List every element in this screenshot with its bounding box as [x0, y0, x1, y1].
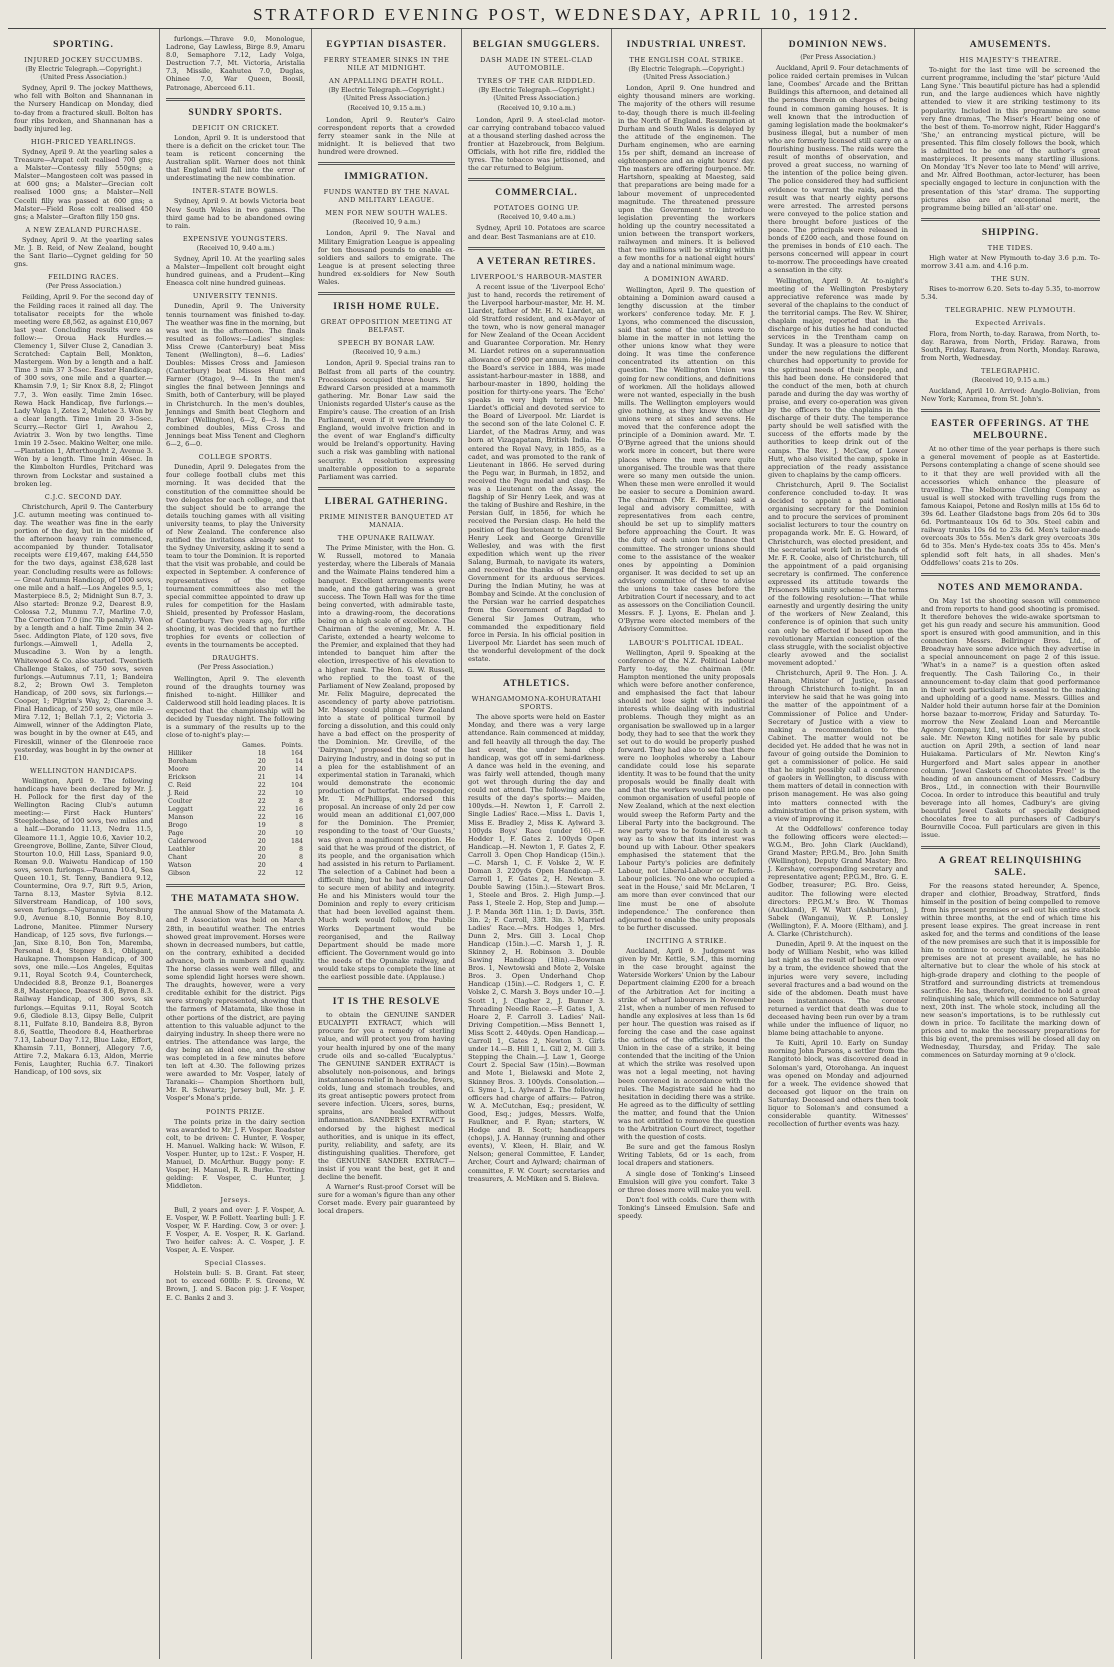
- sub-headline: EXPENSIVE YOUNGSTERS.: [182, 234, 289, 243]
- section-divider: [166, 98, 305, 101]
- sub-headline: Jerseys.: [220, 1195, 251, 1204]
- article-paragraph: At the Oddfellows' conference today the following officers were elected:—W.G.M., Bro. John Clark (Auckland), Grand Master; P.P.G.M., Bro. John Smith (Wellington), Deputy Grand Master; Bro. J. Kershaw, corresponding secretary and representative agent; P.P.G.M., Bro. G. E. Godber, treasurer; P.G. Bro. Geiss, auditor. The following were elected directors: P.P.G.M.'s Bro. W. Thomas (Auckland), F. W. Watt (Ashburton), J. Sabek (Wanganui), W. P. Lonsley (Wellington), F. A. Moore (Eltham), and J. A. Clarke (Christchurch).: [768, 824, 908, 939]
- sub-headline: POINTS PRIZE.: [205, 1107, 266, 1116]
- section-headline: IRISH HOME RULE.: [333, 302, 440, 313]
- article-paragraph: Wellington, April 9. The following handicaps have been declared by Mr. J. H. Pollock for the first day of the Wellington Racing Club's autumn meeting:— First Hack Hunters' Steeplechase, of 100 sovs, two miles and a half.—Dorando 11.13, Nedra 11.5, Gleamore 11.1, Aggie 10.6, Xavier 10.2, Greengrove, Bolline, Zante, Silver Cloud, Stourton 10.0, Hill Lass, Spaniard 9.0, Roman 9.0. Waiwetu Handicap of 150 sovs, seven furlongs.—Paunna 10.4, Sea Queen 10.1, St. Tenny, Bandiera 9.12, Countermine, Ora 9.7, Rift 9.5, Arion, Tarna 8.13, Master Sylvia 8.12. Silverstream Handicap, of 100 sovs, seven furlongs.—Nguranuu, Petersburg 9.0, Avenue 8.10, Bonnie Boy 8.10, Ladrone, Manitee. Plimmer Nursery Handicap, of 125 sovs, five furlongs.—Jan, Sixe 8.10, Bon Ton, Maremba, Personal 8.4, Stepney 8.1, Obligant, Haukapne. Thompson Handicap, of 300 sovs, one mile.—Los Angeles, Equitas 9.11, Royal Scotch 9.4, Countercheck, Undecided 8.8, Bronze 9.1, Boanerges 8.8, Masterpiece, Dearest 8.6, Byron 8.3. Railway Handicap, of 300 sovs, six furlongs.—Equitas 9.11, Royal Scotch 9.6, Glediole 8.13, Gipsy Belle, Culprit 8.11, Fulfate 8.10, Bandeira 8.8, Byron 8.6, Seattle, Theodore 8.4, Heatherbrae 7.13, Labour Day 7.12, Blue Lake, Effort, Khamsin 7.11, Bonnerj, Allegory 7.6, Attire 7.2, Makara 6.13, Aldon, Merrie Fenis, Laughter, Ruchia 6.7. Tinakori Handicap, of 100 sovs, six: [14, 776, 153, 1077]
- sub-headline: DEFICIT ON CRICKET.: [191, 123, 280, 132]
- sub-headline: PRIME MINISTER BANQUETED AT MANAIA.: [319, 512, 454, 529]
- section-headline: IMMIGRATION.: [344, 172, 429, 183]
- table-cell: 10: [294, 830, 303, 838]
- sub-headline: TELEGRAPHIC. NEW PLYMOUTH.: [945, 306, 1076, 315]
- article-paragraph: Auckland, April 10. Arrived: Anglo-Bolivian, from New York; Karamea, from St. John's.: [921, 387, 1100, 404]
- sub-headline: SPEECH BY BONAR LAW.: [337, 339, 436, 348]
- table-cell: Hilliker: [168, 750, 193, 758]
- dateline-source: (Per Press Association.): [197, 664, 274, 672]
- table-row: [166, 814, 305, 822]
- article-paragraph: On May 1st the shooting season will commence and from reports to hand good shooting is promised. It therefore behoves the wide-awake sportsman to get his gun ready and secure his ammunition. Good sport is ensured with good ammunition, and in this connection Messrs. Bellringer Bros. Ltd., of Broadway have some advice which they advertise in a special announcement on page 2 of this issue. 'What's in a name?' is a question often asked frequently. The Cash Tailoring Co., in their announcement to-day claim that good performance in their work particularly is essential to the making and upholding of a good name. Messrs. Gillies and Nalder hold their autumn horse fair at the Dominion horse bazaar to-morrow, Friday and Saturday. To-morrow the New Zealand Loan and Mercantile Agency Company, Ltd., will hold their Hawera stock sale. Mr. Newton King notifies for sale by public auction on April 29th, a section of land near Huiakama. Particulars of Mr. Newton King's Hurgerford and Mart sales appear in another column. 'Jewel Caskets of Chocolates Free!' is the heading of an announcement of Messrs. Cadbury Bros., Ltd., in connection with their Bournville Cocoa. In order to introduce this beautiful and truly beverage into all homes, Cadbury's are giving beautiful Jewel Caskets of specially designed chocolates free to all purchasers of Cadbury's Bournville Cocoa. Full particulars are given in this issue.: [921, 596, 1100, 840]
- sub-headline: A DOMINION AWARD.: [644, 275, 729, 284]
- sub-headline: INJURED JOCKEY SUCCUMBS.: [24, 56, 143, 64]
- section-headline: A GREAT RELINQUISHING SALE.: [938, 855, 1083, 878]
- table-cell: Coulter: [168, 798, 192, 806]
- table-header-cell: Points.: [281, 742, 303, 750]
- table-cell: 14: [294, 774, 303, 782]
- section-headline: SUNDRY SPORTS.: [188, 107, 283, 118]
- sub-headline: TELEGRAPHIC.: [980, 366, 1041, 375]
- dateline-source: (By Electric Telegraph.—Copyright.) (United Press Association.): [478, 87, 595, 103]
- section-divider: [318, 487, 455, 490]
- article-paragraph: Sydney, April 9. At bowls Victoria beat New South Wales in two games. The third game had to be abandoned owing to rain.: [166, 197, 305, 230]
- table-cell: 20: [257, 758, 266, 766]
- table-cell: 20: [257, 766, 266, 774]
- column-7: [915, 29, 1106, 1659]
- sub-headline: Special Classes.: [204, 1259, 267, 1268]
- table-cell: Brogo: [168, 822, 188, 830]
- sub-headline: INTER-STATE BOWLS.: [192, 187, 279, 196]
- table-cell: Moore: [168, 766, 189, 774]
- table-cell: 16: [294, 814, 303, 822]
- article-paragraph: Auckland, April 9. Judgment was given by Mr. Kettle, S.M., this morning in the case brought against the Waterside Workers' Union by the Labour Department claiming £200 for a breach of the Arbitration Act for inciting a strike of wharf labourers in November 21st, when a number of men refused to handle any explosives at less than 1s 6d per hour. The question was raised as if forcing the case and the case against the actions of the officials bound the Union in the case of a strike, it being contended that the inciting of the Union at which the strike was resolved upon was not a legal meeting, not having been convened in accordance with the rules. The Magistrate said he had no hesitation in deciding there was a strike. He agreed as to the difficulty of settling the matter, and found that the Union was not entitled to remove the question to the Arbitration Court direct, together with the question of costs.: [618, 947, 755, 1142]
- table-cell: 16: [294, 806, 303, 814]
- table-cell: 22: [257, 790, 266, 798]
- article-paragraph: London, April 9. The Naval and Military Emigration League is appealing for ten thousand pounds to enable ex-soldiers and sailors to emigrate. The League is at present selecting three hundred ex-soldiers for New South Wales.: [318, 229, 455, 286]
- table-cell: 4: [298, 862, 303, 870]
- column-6: [762, 29, 915, 1659]
- dateline-source: (Received 10, 9 a.m.): [352, 349, 421, 357]
- table-cell: Page: [168, 830, 184, 838]
- table-header-cell: Games.: [242, 742, 266, 750]
- section-headline: EGYPTIAN DISASTER.: [326, 40, 447, 50]
- article-paragraph: Dunedin, April 9. Delegates from the four college football clubs met this morning. It was decided that the constitution of the committee should be two delegates for each college, and that the subject should be to arrange the details touching games with all visiting university teams, to play the University of New Zealand. The conference also ratified the invitations already sent to the Sydney University, asking it to send a team to tour the Dominion. It is reported that the visit was probable, and could be expected in September. A conference of representatives of the college tournament committees also met the special committee appointed to draw up rules for competition for the Haslam Shield, presented by Professor Haslam, of Canterbury. Two years ago, for rifle shooting, it was decided that no further trophies for events or collection of events in the tournaments be accepted.: [166, 463, 305, 650]
- sub-headline: WELLINGTON HANDICAPS.: [30, 766, 137, 775]
- article-paragraph: The Prime Minister, with the Hon. G. W. Russell, motored to Manaia yesterday, where the Liberals of Manaia and the Waimate Plains tendered him a banquet. Excellent arrangements were made, and the gathering was a great success. The Town Hall was for the time being converted, with admirable taste, into a drawing-room, the decorations being on a high scale of excellence. The Chairman of the evening, Mr. A. H. Cariste, extended a hearty welcome to the Premier, and explained that they had intended to banquet him after the election, irrespective of his elevation to a higher rank. The Hon. G. W. Russell, who replied to the toast of the Parliament of New Zealand, proposed by Mr. Felix Maguire, deprecated the ascendency of party above patriotism. Mr. Massey could plunge New Zealand into a state of political turmoil by forcing a dissolution, and this could only have a bad effect on the prosperity of the Dominion. Mr. Greville, of the 'Dairyman,' proposed the toast of the Dairying Industry, and in doing so put in a plea for the establishment of an experimental station in Taranaki, which would demonstrate the economic production of butterfat. The responder, Mr. T. McPhillips, endorsed this proposal. An increase of only 2d per cow would mean an additional £1,007,000 for the Dominion. The Premier, responding to the toast of 'Our Guests,' was given a magnificent reception. He said that he was proud of the district, of its people, and the organisation which had assisted in his return to Parliament. The selection of a Cabinet had been a difficult thing, but he had endeavoured to secure men of ability and integrity. He and his Ministers would tour the Dominion and reply to every criticism that had been levelled against them. Much work would follow, the Public Works Department would be reorganised, and the Railway Department should be made more efficient. The Government would go into the needs of the Opunake railway, and would take steps to complete the line at the earliest possible date. (Applause.): [318, 544, 455, 982]
- table-row: [166, 822, 305, 830]
- table-cell: 22: [257, 814, 266, 822]
- table-cell: 12: [294, 870, 303, 878]
- section-headline: LIBERAL GATHERING.: [324, 496, 449, 507]
- sub-headline: GREAT OPPOSITION MEETING AT BELFAST.: [320, 318, 453, 335]
- column-1: [8, 29, 160, 1659]
- table-cell: J. Reid: [168, 790, 189, 798]
- sub-headline: POTATOES GOING UP.: [493, 204, 580, 213]
- sub-headline: INCITING A STRIKE.: [646, 936, 727, 945]
- table-row: [166, 806, 305, 814]
- table-cell: 22: [257, 798, 266, 806]
- section-divider: [921, 409, 1100, 412]
- table-row: [166, 798, 305, 806]
- table-row: [166, 750, 305, 758]
- sub-headline: LIVERPOOL'S HARBOUR-MASTER: [470, 272, 603, 281]
- section-headline: SPORTING.: [53, 40, 114, 50]
- article-paragraph: London, April 9. Reuter's Cairo correspondent reports that a crowded ferry steamer sank in the Nile at midnight. It is believed that two hundred were drowned.: [318, 115, 455, 156]
- table-row: [166, 846, 305, 854]
- article-paragraph: Be sure and get the famous Roslyn Writing Tablets, 6d or 1s each, from local drapers and stationers.: [618, 1143, 755, 1168]
- article-paragraph: Dunedin, April 9. At the inquest on the body of William Nesbit, who was killed last night as the result of being run over by a tram, the evidence showed that the injuries were very severe, including several fractures and a bad wound on the side of the abdomen. Death must have been instantaneous. The coroner returned a verdict that death was due to deceased having been run over by a tram while under the influence of liquor, no blame being attachable to anyone.: [768, 940, 908, 1038]
- article-paragraph: For the reasons stated hereunder, A. Spence, draper and clothier, Broadway, Stratford, finds himself in the position of being compelled to remove from his present premises or sell out his entire stock within three months, at the end of which time his present lease expires. The great increase in rent asked for, and the terms and conditions of the lease of the new premises are such that it is impossible for him to continue to occupy them; and, as suitable premises are not at present available, he has no alternative but to clear the whole of his stock at high-grade drapery and clothing to the people of Stratford and surrounding districts at tremendous sacrifice. He has, therefore, decided to hold a great relinquishing sale, which will commence on Saturday next, 20th inst. The whole stock, including all the new season's importations, is to be ruthlessly cut down in price. To facilitate the marking down of prices and to make the necessary preparations for this big event, the premises will be closed all day on Wednesday, Thursday, and Friday. The sale commences on Saturday morning at 9 o'clock.: [921, 881, 1100, 1060]
- table-cell: Gibson: [168, 870, 191, 878]
- section-divider: [318, 987, 455, 990]
- section-divider: [468, 178, 605, 181]
- article-paragraph: Sydney, April 10. At the yearling sales a Malster—Impellent colt brought eight hundred guineas, and a Prudent—King Eneasca colt nine hundred guineas.: [166, 254, 305, 288]
- section-divider: [921, 846, 1100, 849]
- dateline-source: (Received 10, 9.15 a.m.): [971, 377, 1050, 384]
- article-paragraph: The annual Show of the Matamata A. and P. Association was held on March 28th, in beautiful weather. The entries showed great improvement. Horses were shown in decreased numbers, but cattle, on the contrary, exhibited a decided advance, both in numbers and quality. The horse classes were well filled, and some splendid light horses were shown. The draughts, however, were a very creditable exhibit for the district. Pigs were strongly represented, showing that the farmers of Matamata, like those in other portions of the district, are paying attention to this valuable adjunct to the dairying industry. In sheep there were no entries. The attendance was large, the day being an ideal one, and the show was completed in a few minutes before ten left at 4.30. The following prizes were awarded to Mr. Vosper, lately of Taranaki:— Champion Shorthorn bull, Mr. R. Schwartz; Jersey bull, Mr. J. F. Vosper's Mona's pride.: [166, 908, 305, 1103]
- section-divider: [318, 162, 455, 165]
- table-row: [166, 830, 305, 838]
- table-cell: 20: [257, 862, 266, 870]
- article-paragraph: Don't fool with colds. Cure them with Tonking's Linseed Emulsion. Safe and speedy.: [618, 1195, 755, 1221]
- section-headline: SHIPPING.: [981, 227, 1040, 238]
- table-row: [166, 838, 305, 846]
- section-headline: COMMERCIAL.: [495, 188, 578, 199]
- sub-headline: THE SUN.: [991, 275, 1030, 284]
- column-2: [160, 29, 312, 1659]
- article-paragraph: Sydney, April 10. Potatoes are scarce and dear. Best Tasmanians are at £10.: [468, 224, 605, 241]
- table-cell: 104: [290, 782, 303, 790]
- section-divider: [921, 218, 1100, 221]
- sub-headline: FUNDS WANTED BY THE NAVAL AND MILITARY LEAGUE.: [323, 188, 450, 205]
- table-cell: Chant: [168, 854, 188, 862]
- article-paragraph: Auckland, April 9. Four detachments of police raided certain premises in Vulcan lane, Coombes' Arcade and the Brittan Buildings this afternoon, and detained all the persons therein on charges of being found in common gaming houses. It is well known that the introduction of gaming legislation made the bookmaker's business illegal, but a number of men who are formerly licensed still carry on a flourishing business. The raids were the result of months of observation, and proved a great success, no warning of the intention of the police being given. The police considered they had sufficient evidence to warrant the raids, and the result was that nearly eighty persons were arrested. The arrested persons were conveyed to the police station and there brought before justices of the peace. The principals were released in bonds of £200 each, and those found on the premises in bonds of £10 each. The persons concerned will appear in court to-morrow. The proceedings have created a sensation in the city.: [768, 64, 908, 275]
- table-cell: 20: [257, 838, 266, 846]
- section-headline: EASTER OFFERINGS. AT THE MELBOURNE.: [931, 419, 1090, 442]
- article-paragraph: A recent issue of the 'Liverpool Echo' just to hand, records the retirement of the Liverpool harbour-master, Mr. H. M. Liardet, father of Mr. H. N. Liardet, an old Stratford resident, and ex-Mayor of the town, who is now general manager for New Zealand of the Ocean Accident and Guarantee Corporation. Mr. Henry M. Liardet retires on a superannuation allowance of £900 per annum. He joined the Board's service in 1884, was made assistant-harbour-master in 1888, and harbour-master in 1890, holding the position for thirty-one years. The 'Echo' speaks in very high terms of Mr. Liardet's official and devoted service to the Board of Liverpool. Mr. Liardet is the second son of the late Colonel C. F. Liardet, of the Madras Army, and was born at Vizagapatam, British India. He entered the Royal Navy, in 1855, as a cadet, and was promoted to the rank of Lieutenant in 1866. He served during the Pegu war, in Burmah, in 1852, and received the Pegu medal and clasp. He was a Lieutenant on the Assay, the flagship of Sir Henry Leek, and was at the taking of Bushire and Reshire, in the Persian Gulf, in 1856, for which he received the Persian clasp. He held the position of flag lieutenant to Admiral Sir Henry Leek and George Grenville Wellesley, and was with the first expedition which went up the river Salang, Burmah, to navigate its waters, and received the thanks of the Bengal Government for its arduous services. During the Indian Mutiny, he was at Bombay and Scinde. At the conclusion of the Persian war he carried despatches from the Government of Bagdad to General Sir James Outram, who commanded the expeditionary field force in Persia. In his official position in Liverpool Mr. Liardet has seen much of the wonderful development of the dock estate.: [468, 282, 605, 663]
- article-paragraph: Sydney, April 9. The jockey Matthews, who fell with Bolton and Shannanan in the Nursery Handicap on Monday, died to-day from a fractured skull. Bolton has four ribs broken, and Shannanan has a badly injured leg.: [14, 84, 153, 133]
- section-headline: THE MATAMATA SHOW.: [171, 894, 300, 905]
- table-cell: 18: [257, 750, 266, 758]
- sub-headline: FERRY STEAMER SINKS IN THE NILE AT MIDNIGHT.: [323, 56, 450, 73]
- section-headline: DOMINION NEWS.: [788, 40, 888, 50]
- table-cell: Calderwood: [168, 838, 207, 846]
- table-cell: Boreham: [168, 758, 197, 766]
- table-cell: 8: [298, 854, 303, 862]
- column-4: [462, 29, 612, 1659]
- sub-headline: Expected Arrivals.: [975, 319, 1046, 328]
- sub-headline: THE ENGLISH COAL STRIKE.: [629, 56, 744, 64]
- table-cell: 22: [257, 782, 266, 790]
- section-headline: IT IS THE RESOLVE: [332, 997, 441, 1008]
- article-paragraph: London, April 9. Special trains ran to Belfast from all parts of the country. Processions occupied three hours. Sir Edward Carson presided at a mammoth gathering. Mr. Bonar Law said the Unionists regarded Ulster's cause as the Empire's cause. The creation of an Irish Parliament, even if it were friendly to England, would involve friction and in the event of war England's difficulty would be Ireland's opportunity. Having such a risk was gambling with national security. A resolution expressing unalterable opposition to a separate Parliament was carried.: [318, 359, 455, 481]
- article-paragraph: Christchurch, April 9. The Canterbury J.C. autumn meeting was continued to-day. The weather was fine in the early portion of the day, but in the middle of the afternoon heavy rain commenced, accompanied by thunder. Totalisator receipts were £19,467, making £44,550 for the two days, against £38,628 last year. Concluding results were as follows:— Great Autumn Handicap, of 1000 sovs, one mile and a half.—Los Angeles 9.5, 1; Masterpiece 8.5, 2; Midnight Sun 8.7, 3. Also started: Bronze 9.2, Dearest 8.9, Colossa 7.2, Munmu 7.7, Marline 7.0, The Correction 7.0 (inc 7lb penalty). Won by a length and a half. Time 2min 34 2-5sec. Addington Plate, of 120 sovs, five furlongs.—Aimwell 1, Adella 2, Muscadine 3. Won by a length. Whitewood & Co. also started. Twentieth Challenge Stakes, of 750 sovs, seven furlongs.—Autumnus 7.11, 1; Bandeira 8.2, 2; Brown Owl 3. Templeton Handicap, of 200 sovs, six furlongs.—Cooper, 1; Pilgrim's Way, 2; Clarence 3. Final Handicap, of 250 sovs, one mile.—Mira 7.12, 1; Bellah 7.1, 2; Victoria 3. Aimwell, winner of the Addington Plate, was bought in by the owner at £45, and Fireskill, winner of the Glenroeie race yesterday, was bought in by the owner at £10.: [14, 502, 153, 762]
- article-paragraph: Feilding, April 9. For the second day of the Feilding races it rained all day. The totalisator receipts for the whole meeting were £8,562, as against £10,067 last year. Concluding results were as follow:— Oroua Hack Hurdles.—Clemency 1, Silver Cluse 2, Canadian 3. Scratched: Captain Bell, Monkton, Mastergem. Won by a length and a half. Time 3 min 37 3-5sec. Easter Handicap, of 300 sovs, one mile and a quarter.—Khamsin 7.9, 1; Sir Knox 8.8, 2; Flingot 7.7, 3. Won easily. Time 2min 16sec. Rewa Hack Handicap, five furlongs.—Lady Volga 1, Zetes 2, Muletee 3. Won by a clear length. Time 1min 20 3-5sec. Scurry.—Rector Girl 1, Awahou 2, Aviatrix 3. Won by two lengths. Time 1min 19 2-5sec. Makino Welter, one mile.—Plantation 1, Afterthought 2, Avenue 3. Won by a length. Time 1min 46sec. In the Kimbolton Hurdles, Pritchard was thrown from Lockstar and sustained a broken leg.: [14, 293, 153, 488]
- column-5: [612, 29, 762, 1659]
- table-row: [166, 758, 305, 766]
- article-paragraph: The points prize in the dairy section was awarded to Mr. J. F. Vosper. Roadster colt, to be driven: C. Hunter, F. Vosper, H. Manuel. Walking hack: W. Wilson, F. Vosper. Hunter, up to 12st.: F. Vosper, H. Manuel, D. McArthur. Buggy pony: F. Vosper, H. Manuel, R. R. Burke. Trotting gelding: F. Vosper, C. Hunter, J. Middleton.: [166, 1117, 305, 1191]
- sub-headline: MEN FOR NEW SOUTH WALES.: [325, 209, 448, 218]
- section-divider: [166, 884, 305, 887]
- sub-headline: WHANGAMOMONA-KOHURATAHI SPORTS.: [471, 695, 602, 712]
- dateline-source: (Received 10, 9.40 a.m.): [196, 244, 275, 252]
- dateline-source: (Per Press Association.): [45, 283, 122, 291]
- article-paragraph: At no other time of the year perhaps is there such a general movement of people as at Eastertide. Persons contemplating a change of scene should see to it that they are well provided with all the accessories which enhance the pleasure of travelling. The Melbourne Clothing Company as usual is well stocked with travelling rugs from the famous Kaiapoi, Petone and Roslyn mills at 15s 6d to 39s 6d. Leather Gladstone bags from 20s 6d to 30s 6d. Portmanteaux 10s 6d to 30s. Steel cabin and railway trunks 10s 6d to 23s 6d. Men's tailor-made overcoats 30s to 55s. Men's dark grey overcoats 30s 6d to 35s. Men's Hyde-tex coats 35s to 45s. Men's splendid soft felt hats, in all shades. Men's Oddfellows' coats 21s to 20s.: [921, 445, 1100, 567]
- article-paragraph: London, April 9. One hundred and eighty thousand miners are working. The majority of the others will resume to-day, though there is much ill-feeling in the North of England. Resumption at Durham and South Wales is delayed by the attitude of the enginemen. The Durham enginemen, who are earning 15s per shift, demand an increase of eighteenpence and an eight hours' day. The masters are offering fourpence. Mr. Hartshorn, speaking at Maesteg, said that preparations are being made for a labour movement of unprecedented magnitude. The threatened pressure upon the Government to introduce legislation preventing the workers holding up the country necessitated a union between the transport workers, railwaymen and miners. It is believed that two millions will be striking within a few months for a national eight hours' day and a national minimum wage.: [618, 84, 755, 271]
- section-headline: ATHLETICS.: [502, 679, 571, 690]
- table-cell: 14: [294, 758, 303, 766]
- article-paragraph: A Warner's Rust-proof Corset will be sure for a woman's figure than any other Corset made. Every pair guaranteed by local drapers.: [318, 1183, 455, 1216]
- table-row: [166, 790, 305, 798]
- table-cell: 10: [294, 790, 303, 798]
- dateline-source: (By Electric Telegraph.—Copyright.) (United Press Association.): [628, 66, 745, 82]
- article-paragraph: furlongs.—Thrave 9.0, Monologue, Ladrone, Gay Lawless, Birge 8.9, Amaru 8.0, Semaphore 7.12, Lady Volga, Destruction 7.7, Mt. Victoria, Aristalia 7.3, Missile, Kaahutea 7.0, Duglas, Ohinee 7.0, War Queen, Boosil, Patronage, Aberceed 6.11.: [166, 35, 305, 92]
- article-paragraph: Christchurch, April 9. The Hon. J. A. Hanan, Minister of Justice, passed through Christchurch to-night. In an interview he said that he was going into the matter of the appointment of a Commissioner of Police and Under-Secretary of Justice with a view to making a recommendation to the Cabinet. The matter would not be decided yet. He added that he was not in favour of going outside the Dominion to get a commissioner of police. He said that he might possibly call a conference of gaolers in Wellington, to discuss with them matters of detail in connection with prison management. He was also going into matters connected with the administration of the prison system, with a view of improving it.: [768, 669, 908, 823]
- sub-headline: UNIVERSITY TENNIS.: [192, 292, 279, 301]
- dateline-source: (Received 10, 9.15 a.m.): [347, 105, 426, 113]
- table-cell: Erickson: [168, 774, 197, 782]
- article-paragraph: Rises to-morrow 6.20. Sets to-day 5.35, to-morrow 5.34.: [921, 285, 1100, 302]
- section-headline: AMUSEMENTS.: [969, 40, 1052, 50]
- table-cell: 20: [257, 854, 266, 862]
- table-cell: Manson: [168, 814, 194, 822]
- sub-headline: LABOUR'S POLITICAL IDEAL.: [628, 638, 744, 647]
- article-paragraph: Dunedin, April 9. The University tennis tournament was finished to-day. The weather was fine in the morning, but was wet in the afternoon. The finals resulted as follows:—Ladies' singles: Miss Crewe (Canterbury) beat Miss Tenent (Wellington), 8—6. Ladies' Doubles: Misses Cross and Jamieson (Canterbury) beat Misses Hunt and Farmer (Otago), 9—4. In the men's singles the final between Jennings and Smith, both of Canterbury, will be played in Christchurch. In the men's doubles, Jennings and Smith beat Cleghorn and Parker (Wellington), 6—2, 6—3. In the combined doubles, Miss Cross and Jennings beat Miss Tenent and Cleghorn 6—2, 6—0.: [166, 302, 305, 449]
- columns-container: [8, 29, 1106, 1659]
- article-paragraph: Wellington, April 9. The eleventh round of the draughts tourney was finished to-night. Hilliker and Calderwood still hold leading places. It is expected that the championship will be decided by Tuesday night. The following is a summary of the results up to the close of to-night's play:—: [166, 674, 305, 740]
- table-cell: 164: [290, 750, 303, 758]
- sub-headline: THE TIDES.: [987, 243, 1034, 252]
- table-header-row: [166, 742, 305, 750]
- section-divider: [468, 247, 605, 250]
- section-headline: INDUSTRIAL UNREST.: [626, 40, 747, 50]
- article-paragraph: Wellington, April 9. Speaking at the conference of the N.Z. Political Labour Party to-day, the chairman (Mr. Hampton mentioned the unity proposals which were before another conference, and emphasised the fact that labour should not lose sight of its political interests while dealing with industrial problems. Though they might as an organisation be swallowed up in a larger body, they had to see that the work they set out to do would be properly pushed forward. They had also to see that there were no loopholes whereby a Labour candidate could lose his separate identity. It was to be found that the unity proposals would be finally dealt with and that the workers would fall into one common organisation of useful people of New Zealand, which at the next election would sweep the Reform Party and the Liberal Party into the background. The new party was to be founded in such a way as to show that its interest was bound up with Labour. Other speakers emphasised the statement that the Labour Party's policies are definitely Labour, not Liberal-Labour or Reform-Labour policies. 'No one who occupied a seat in the House,' said Mr. McLaren, 'I am more than ever convinced that our line must be one of absolute independence.' The conference then adjourned to enable the unity proposals to be further discussed.: [618, 648, 755, 932]
- table-row: [166, 774, 305, 782]
- column-3: [312, 29, 462, 1659]
- article-paragraph: Wellington, April 9. The question of obtaining a Dominion award caused a lengthy discussion at the timber workers' conference today. Mr. F. J. Lyons, who commenced the discussion, said that some of the unions were to blame in the matter in not letting the other unions know what they were doing. It was time the conference concentrated its attention on this question. The Wellington Union was going for new conditions, and definitions of workmen. All the holidays allowed were not wanted, especially in the bush mills. The Wellington employers would give nothing, as they knew the other unions were at sixes and sevens. He moved that the conference adopt the principle of a Dominion award. Mr. T. O'Byrne agreed that the unions should work more in concert, but there were places where the men were quite unorganised. The trouble was that there were so many men outside the union. When these men were enrolled it would be easier to secure a Dominion award. The chairman (Mr. E. Phelan) said a legal and advisory committee, with representatives from each centre, should be set up to simplify matters before approaching the Court. It was the duty of each union to finance that committee. The stronger unions should come to the assistance of the weaker ones by appointing a Dominion organiser. It was decided to set up an advisory committee of three to advise the unions to take cases before the Arbitration Court if necessary, and to act as assessors on the Conciliation Council. Messrs. F. J. Lyons, E. Phelan and J. O'Byrne were elected members of the Advisory Committee.: [618, 285, 755, 634]
- article-paragraph: Bull, 2 years and over: J. F. Vosper, A. E. Vosper, W. P. Follett. Yearling bull: J. F. Vosper, W. F. Harding. Cow, 3 or over: J. F. Vosper, A. E. Vosper, R. K. Garland. Two heifer calves: A. C. Vosper, J. F. Vosper, A. E. Vosper.: [166, 1205, 305, 1255]
- dateline-source: (Received 10, 9 a.m.): [352, 219, 421, 227]
- table-cell: 20: [257, 846, 266, 854]
- sub-headline: DASH MADE IN STEEL-CLAD AUTOMOBILE.: [480, 56, 593, 73]
- article-paragraph: A single dose of Tonking's Linseed Emulsion will give you comfort. Take 3 or three doses more will make you well.: [618, 1169, 755, 1194]
- article-paragraph: Holstein bull: S. B. Grant. Fat steer, not to exceed 600lb: F. S. Greene, W. Brown, J. and S. Bacon pig: J. F. Vosper, E. C. Banks 2 and 3.: [166, 1269, 305, 1302]
- table-row: [166, 862, 305, 870]
- table-cell: 8: [298, 822, 303, 830]
- dateline-source: (Received 10, 9.10 a.m.): [497, 105, 576, 113]
- dateline-source: (Received 10, 9.40 a.m.): [497, 214, 576, 222]
- article-paragraph: Christchurch, April 9. The Socialist conference concluded to-day. It was decided to appoint a paid national organising secretary for the Dominion and to procure the services of prominent socialist lecturers to tour the country on propaganda work. Mr. E. G. Howard, of Christchurch, was elected president, and the secretarial work left in the hands of Mr. F. R. Cooke, also of Christchurch, till the appointment of a paid organising secretary is confirmed. The conference expressed its attitude towards the Prisoners Mills unity scheme in the terms of the following resolution:—'That while earnestly and urgently desiring the unity of the workers of New Zealand, this conference is of opinion that such unity can only be effected if based upon the revolutionary Marxian conception of the class struggle, with the socialist objective clearly avowed and the socialist movement adopted.': [768, 480, 908, 667]
- table-cell: 8: [298, 846, 303, 854]
- table-header-cell: [166, 742, 228, 750]
- sub-headline: A NEW ZEALAND PURCHASE.: [25, 225, 142, 234]
- article-paragraph: Sydney, April 9. At the yearling sales a Treasure—Arapat colt realised 700 gns; a Malster—Contessy filly 550gns; a Malster—Mangosteen colt was passed in at 600 gns; a Malster—Grecian colt realised 1000 gns; a Malster—Nell Cecelli filly was passed at 600 gns; a Malster—Field Rose colt realised 450 gns; a Malster—Grafton filly 150 gns.: [14, 147, 153, 221]
- dateline-source: (Per Press Association.): [800, 54, 876, 61]
- article-paragraph: London, April 9. It is understood that there is a deficit on the cricket tour. The team is reticent concerning the Australian split. Warner does not think that England will fall into the error of underestimating the new combination.: [166, 133, 305, 183]
- table-cell: 22: [257, 870, 266, 878]
- article-paragraph: Wellington, April 9. At to-night's meeting of the Wellington Presbytery appreciative reference was made by several of the chaplains to the conduct of the territorial camps. The Rev. W. Shirer, chaplain major, reported that in the discharge of his duties he had conducted services in the Trentham camp on Sunday. It was a pleasure to notice that under the new regulations the different churches had opportunity to provide for the spiritual needs of their people, and this had been done. He considered that the conduct of the men, both at church parade and during the day was worthy of praise, and every co-operation was given by the officers to the chaplains in the discharge of their duty. The temperance party should be well satisfied with the success of the efforts made by the authorities to keep drink out of the camps. The Rev. J. McCaw, of Lower Hutt, who also visited the camp, spoke in appreciation of the ready assistance given to chaplains by the camp officers.: [768, 276, 908, 479]
- article-paragraph: to obtain the GENUINE SANDER EUCALYPTI EXTRACT, which will procure for you a remedy of sterling value, and will protect you from having your health injured by one of the many crude oils and so-called 'Eucalyptus.' The GENUINE SANDER EXTRACT is absolutely non-poisonous, and brings instantaneous relief in headache, fevers, colds, lung and stomach troubles, and its great antiseptic powers protect from severe infection. Ulcers, sores, burns, sprains, are healed without inflammation. SANDER'S EXTRACT is endorsed by the highest medical authorities, and is unique in its effect, purity, reliability, and safety, are its distinguishing qualities. Therefore, get the GENUINE SANDER EXTRACT—insist if you want the best, get it and decline the benefit.: [318, 1011, 455, 1182]
- table-row: [166, 854, 305, 862]
- article-paragraph: To-night for the last time will be screened the current programme, including the 'star' picture 'Auld Lang Syne.' This beautiful picture has had a splendid run, and the large audiences which have nightly attended to view it are striking testimony to its popularity. Included in this programme are some very fine dramas, 'The Miser's Heart' being one of the best of them. To-morrow night, Rider Haggard's 'She,' an entrancing mystical picture, will be presented. This film closely follows the book, which is admitted to be one of the author's great masterpieces. It presents many startling illusions. On Monday 'It's Never too late to Mend' will arrive, and Mr. Alfred Boothman, actor-lecturer, has been specially engaged to lecture in conjunction with the presentation of this 'star' drama. The supporting pictures also are of exceptional merit, the programme being billed an 'all-star' one.: [921, 66, 1100, 212]
- article-paragraph: High water at New Plymouth to-day 3.6 p.m. To-morrow 3.41 a.m. and 4.16 p.m.: [921, 253, 1100, 270]
- table-row: [166, 766, 305, 774]
- dateline-source: (By Electric Telegraph.—Copyright.) (United Press Association.): [25, 66, 142, 82]
- article-paragraph: Te Kuiti, April 10. Early on Sunday morning John Parsons, a settler from the Rangitoto block, was discovered dead in Soloman's yard, Otorohanga. An inquest was opened on Monday and adjourned for a week. The evidence showed that deceased got liquor on the train on Saturday. Deceased and others then took liquor to Soloman's and consumed a considerable quantity. Witnesses' recollection of further events was hazy.: [768, 1039, 908, 1129]
- sub-headline: FEILDING RACES.: [48, 273, 119, 282]
- sub-headline: TYRES OF THE CAR RIDDLED.: [477, 77, 596, 86]
- table-cell: 22: [257, 806, 266, 814]
- table-cell: 14: [294, 766, 303, 774]
- table-cell: 184: [290, 838, 303, 846]
- article-paragraph: Sydney, April 9. At the yearling sales Mr. J. B. Reid, of New Zealand, bought the Sant Ilario—Cygnet gelding for 50 gns.: [14, 235, 153, 269]
- table-row: [166, 870, 305, 878]
- section-divider: [468, 669, 605, 672]
- dateline-source: (By Electric Telegraph.—Copyright.) (United Press Association.): [328, 87, 445, 103]
- sub-headline: C.J.C. SECOND DAY.: [44, 492, 123, 501]
- masthead: STRATFORD EVENING POST, WEDNESDAY, APRIL 10, 1912.: [253, 5, 861, 24]
- sub-headline: THE OPUNAKE RAILWAY.: [337, 534, 436, 543]
- table-cell: 21: [257, 774, 266, 782]
- article-paragraph: The above sports were held on Easter Monday, and there was a very large attendance. Rain commenced at midday, and fell heavily all through the day. The last event, the under hand chop handicap, was got off in semi-darkness. A dance was held in the evening, and was fairly well attended, though many got wet through during the day and could not attend. The following are the results of the day's sports:— Maiden, 100yds.—H. Newton 1, F. Carroll 2. Single Ladies' Race.—Miss L. Davis 1, Miss E. Bradley 2, Miss K. Aylward 3. 100yds Boys' Race (under 16).—F. Hodder 1, F. Gates 2. 100yds Open Handicap.—H. Newton 1, F. Gates 2, F. Carroll 3. Open Chop Handicap (15in.).—C. Marsh 1, C. F. Volske 2, W. F. Doman 3. 220yds Open Handicap.—F. Carroll 1, F. Gates 2, H. Newton 3. Double Sawing (15in.).—Stewart Bros. 1, Steele and Bros. 2. High Jump.—J. Pass 1, Steele 2. Hop, Step and Jump.—J. P. Manda 36ft 11in. 1; D. Davis, 35ft. 3in. 2; F. Carroll, 33ft. 3in. 3. Married Ladies' Race.—Mrs. Hodges 1, Mrs. Dunn 2, Mrs. Gill 3. Local Chop Handicap (15in.).—C. Marsh 1, J. R. Skinney 2, H. Robinson 3. Double Sawing Handicap (18in).—Bowman Bros. 1, Newtowski and Mote 2, Volske Bros. 3. Open Underhand Chop Handicap (15in).—C. Rodgers 1, C. F. Volske 2, C. Marsh 3. Boys under 10.—J. Scott 1, J. Clagher 2, J. Bunner 3. Threading Needle Race.—F. Gates 1, A. Hoare 2, F. Carroll 3. Ladies' Nail-Driving Competition.—Miss Bennett 1, Miss Scott 2. 440yds. Open Handicap.—Carroll 1, Gates 2, Newton 3. Girls under 14.—B. Hill 1, L. Gill 2, M. Gill 3. Stepping the Chain.—J. Law 1, George Court 2. Special Saw (15in).—Bowman and Mote 1, Bielawski and Mote 2, Skinney Bros. 3. 100yds. Consolation.—G. Syme 1, L. Aylward 2. The following officers had charge of affairs:— Patron, W. A. McCutchan, Esq.; president, W. Good, Esq.; judges, Messrs. Wolfe, Faulkner, and F. Ryan; starters, W. Hodge and B. Scott; handicappers (chops), J. A. Hannay (running and other events), V. Kleen, H. Blair, and W. Nelson; general Committee, F. Lander, Archer, Court and Aylward; chairman of committee, F. W. Court; secretaries and treasurers, A. McMiken and S. Bieleva.: [468, 713, 605, 1183]
- table-row: [166, 782, 305, 790]
- section-divider: [318, 292, 455, 295]
- section-headline: A VETERAN RETIRES.: [476, 256, 597, 267]
- draughts-results-table: [166, 742, 305, 878]
- table-cell: 8: [298, 798, 303, 806]
- sub-headline: COLLEGE SPORTS.: [198, 453, 273, 462]
- table-cell: C. Reid: [168, 782, 192, 790]
- table-cell: Leathler: [168, 846, 195, 854]
- table-cell: Watson: [168, 862, 192, 870]
- table-cell: 20: [257, 830, 266, 838]
- section-headline: BELGIAN SMUGGLERS.: [472, 40, 601, 50]
- section-divider: [921, 573, 1100, 576]
- section-headline: NOTES AND MEMORANDA.: [937, 582, 1084, 593]
- table-cell: Leggatt: [168, 806, 193, 814]
- sub-headline: AN APPALLING DEATH ROLL.: [329, 77, 444, 86]
- sub-headline: DRAUGHTS.: [212, 654, 259, 663]
- article-paragraph: Flora, from North, to-day. Rarawa, from North, to-day. Rarawa, from North, Friday. Rarawa, from South, Friday. Rarawa, from North, Monday. Rarawa, from North, Wednesday.: [921, 329, 1100, 362]
- table-cell: 19: [257, 822, 266, 830]
- sub-headline: HIS MAJESTY'S THEATRE.: [959, 56, 1062, 64]
- sub-headline: HIGH-PRICED YEARLINGS.: [30, 137, 137, 146]
- article-paragraph: London, April 9. A steel-clad motor-car carrying contraband tobacco valued at a thousand sterling dashed across the frontier at Hazebrouck, from Belgium. Officials, with hot rifle fire, riddled the tyres. The tobacco was jettisoned, and the car returned to Belgium.: [468, 115, 605, 173]
